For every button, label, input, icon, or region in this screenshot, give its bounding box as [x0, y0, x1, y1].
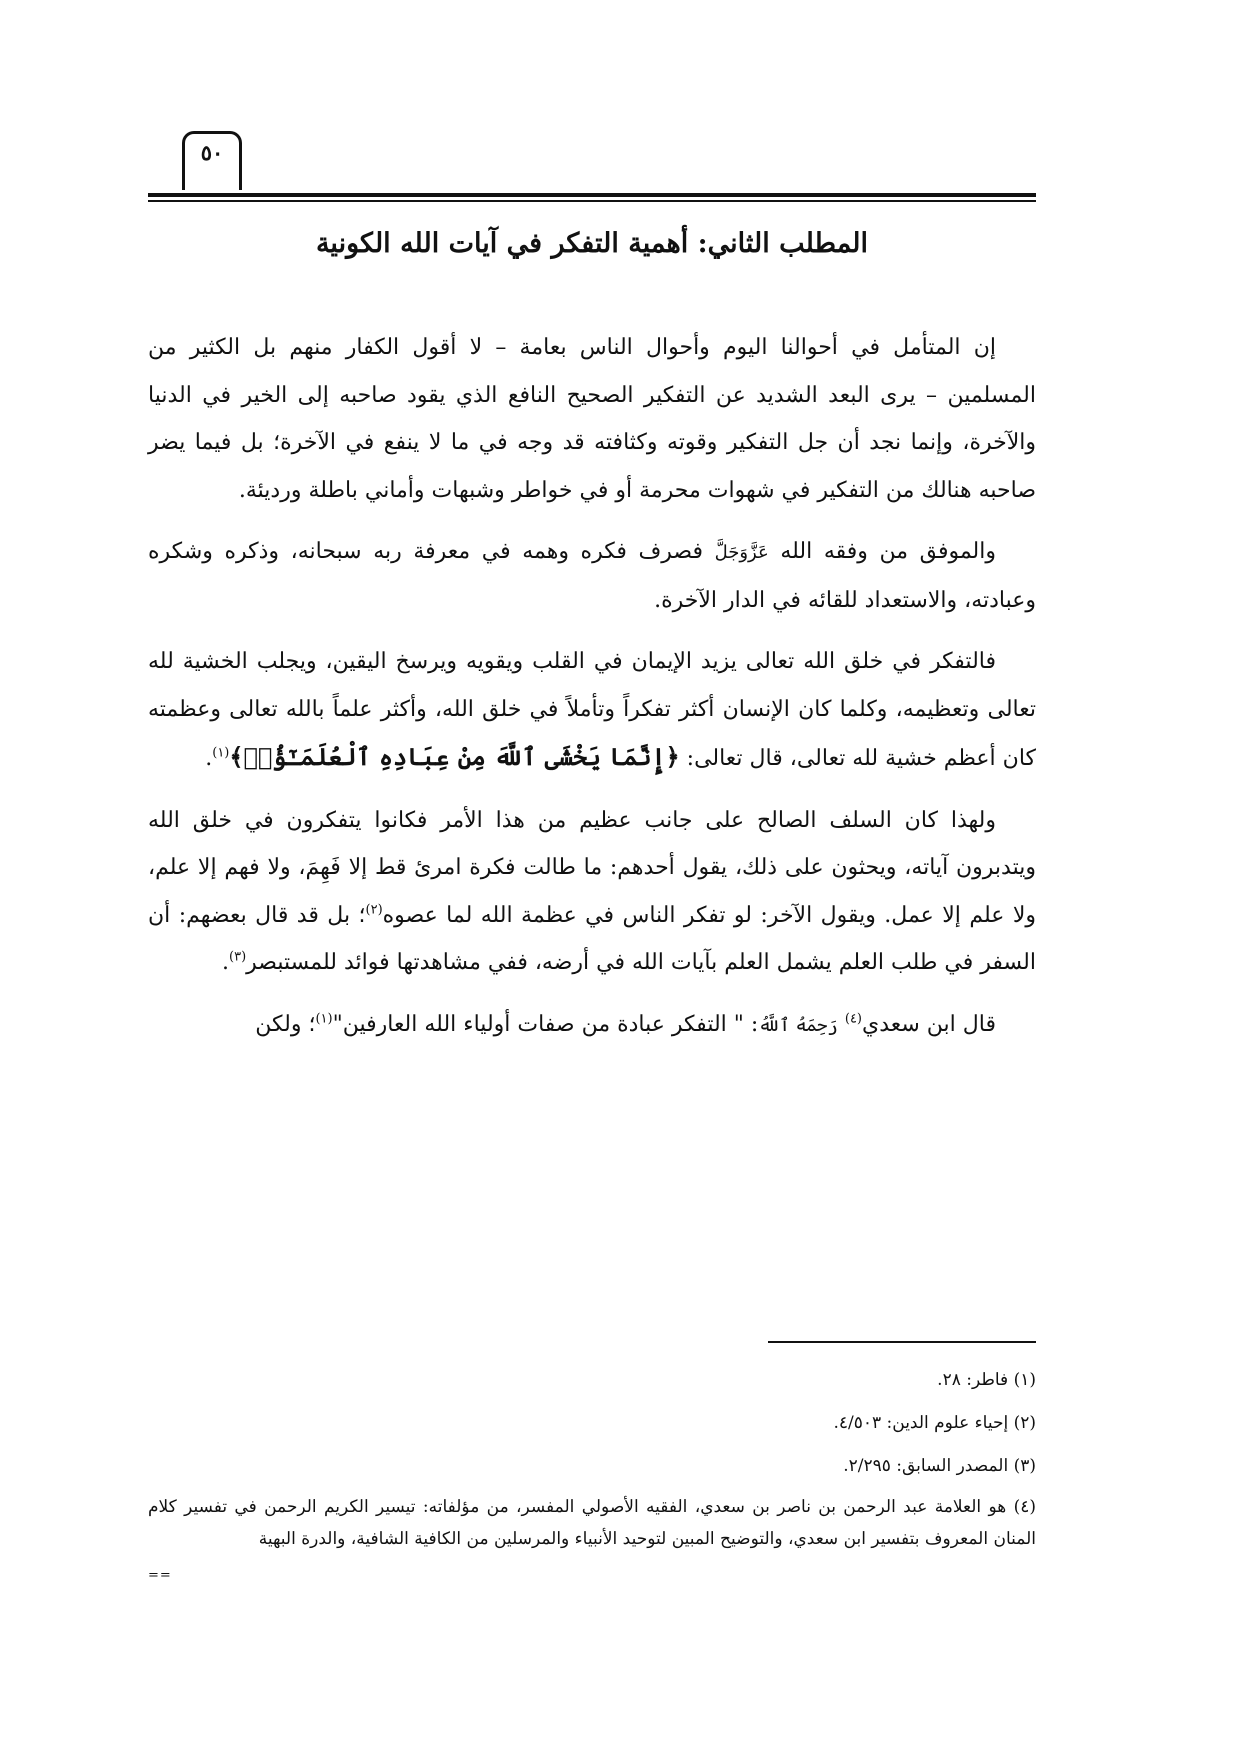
p2-text-a: والموفق من وفقه الله — [780, 539, 996, 564]
p3-text-a: فالتفكر في خلق الله تعالى يزيد الإيمان في القلب ويقويه ويرسخ اليقين، ويجلب الخشية لله تعالى وتعظيمه، وكلما كان الإنسان أكثر تفكراً وتأملاً في خلق الله، وأكثر علماً بالله تعالى وعظمته كان أعظم خشية لله تعالى، قال تعالى: — [148, 649, 1036, 771]
p3-end: . — [205, 746, 213, 771]
paragraph-5 — [148, 1001, 1036, 1050]
footnote-ref[interactable]: (٢) — [365, 902, 383, 918]
p4-end: . — [222, 950, 230, 975]
paragraph-3 — [148, 638, 1036, 783]
footnote-4: (٤) هو العلامة عبد الرحمن بن ناصر بن سعدي، الفقيه الأصولي المفسر، من مؤلفاته: تيسير الكريم الرحمن في تفسير كلام المنان المعروف بتفسير ابن سعدي، والتوضيح المبين لتوحيد الأنبياء والمرسلين من الكافية الشافية، والدرة البهية — [148, 1497, 1036, 1549]
footnote-1: (١) فاطر: ٢٨. — [937, 1370, 1036, 1390]
footnote-separator — [768, 1341, 1036, 1343]
paragraph-1: إن المتأمل في أحوالنا اليوم وأحوال الناس بعامة – لا أقول الكفار منهم بل الكثير من المسلمين – يرى البعد الشديد عن التفكير الصحيح النافع الذي يقود صاحبه إلى الخير في الدنيا والآخرة، وإنما نجد أن جل التفكير وقوته وكثافته قد وجه في ما لا ينفع في الآخرة؛ بل فيما يضر صاحبه هنالك من التفكير في شهوات محرمة أو في خواطر وشبهات وأماني باطلة ورديئة. — [148, 335, 1036, 503]
p4-text-b: ؛ بل قد قال بعضهم: أن السفر في طلب العلم يشمل العلم بآيات الله في أرضه، ففي مشاهدتها فوائد للمستبصر — [148, 902, 1036, 975]
paragraph-2 — [148, 528, 1036, 624]
p5-text-c: ؛ ولكن — [255, 1011, 316, 1037]
footnote-ref[interactable]: (٣) — [229, 949, 247, 965]
quran-verse: ﴿إِنَّمَا يَخْشَى ٱللَّهَ مِنْ عِبَادِهِ ٱلْعُلَمَـٰٓؤُا۟﴾ — [229, 742, 680, 771]
p5-text-a: قال ابن سعدي — [862, 1011, 996, 1037]
footnote-continuation-mark: == — [148, 1568, 172, 1583]
footnote-3: (٣) المصدر السابق: ٢/٢٩٥. — [843, 1456, 1036, 1476]
footnote-2: (٢) إحياء علوم الدين: ٤/٥٠٣. — [833, 1413, 1036, 1433]
honorific: رَحِمَهُ ٱللَّهُ — [758, 1014, 838, 1036]
p2-text-b: فصرف فكره وهمه في معرفة ربه سبحانه، وذكره وشكره وعبادته، والاستعداد للقائه في الدار الآخرة. — [148, 539, 1036, 613]
footnotes — [148, 1362, 1036, 1562]
p4-text-a: ولهذا كان السلف الصالح على جانب عظيم من هذا الأمر فكانوا يتفكرون في خلق الله ويتدبرون آياته، ويحثون على ذلك، يقول أحدهم: ما طالت فكرة امرئ قط إلا فَهِمَ، ولا فهم إلا علم، ولا علم إلا عمل. ويقول الآخر: لو تفكر الناس في عظمة الله لما عصوه — [148, 807, 1036, 928]
section-title: المطلب الثاني: أهمية التفكر في آيات الله الكونية — [315, 228, 869, 259]
p5-text-b: : " التفكر عبادة من صفات أولياء الله العارفين" — [332, 1011, 759, 1037]
paragraph-4 — [148, 797, 1036, 987]
header-rule — [148, 193, 1036, 197]
body-text — [148, 324, 1036, 1063]
footnote-ref[interactable]: (١) — [315, 1011, 333, 1027]
footnote-ref[interactable]: (٤) — [844, 1011, 862, 1027]
footnote-ref[interactable]: (١) — [212, 745, 230, 761]
page-number: ٥٠ — [182, 131, 242, 171]
honorific: عَزَّوَجَلَّ — [714, 542, 769, 563]
header-rule-thin — [148, 200, 1036, 202]
